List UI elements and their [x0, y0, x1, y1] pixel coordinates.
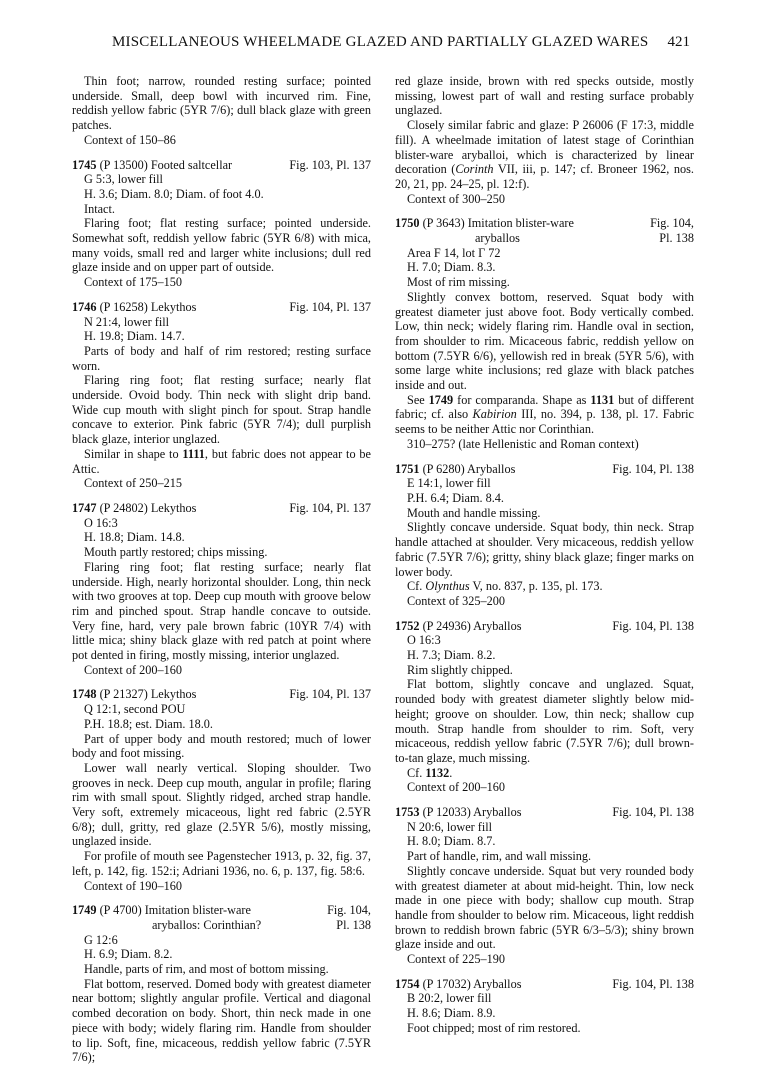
entry-condition: Handle, parts of rim, and most of bottom missing.: [84, 962, 329, 977]
catalogue-entry-1747: [72, 501, 371, 677]
entry-description: Flat bottom, slightly concave and unglazed. Squat, rounded body with greatest diameter slightly below mid-height; groove on shoulder. Low, thin neck; shallow cup mouth. Strap handle from shoulder to rim. Soft, very micaceous, reddish yellow fabric (7.5YR 7/6); dull brown-to-tan glaze, much missing.: [395, 677, 694, 765]
entry-context: Context of 150–86: [84, 132, 176, 147]
entry-heading: [395, 619, 694, 634]
entry-findspot: N 21:4, lower fill: [84, 314, 170, 329]
running-head-title: MISCELLANEOUS WHEELMADE GLAZED AND PARTIALLY GLAZED WARES: [112, 34, 649, 50]
entry-condition: Part of handle, rim, and wall missing.: [407, 849, 592, 864]
entry-condition: Intact.: [84, 201, 115, 216]
entry-dimensions: H. 18.8; Diam. 14.8.: [84, 530, 185, 545]
entry-context: Context of 300–250: [407, 191, 505, 206]
entry-description: Slightly convex bottom, reserved. Squat body with greatest diameter just above foot. Body vertically combed. Low, thin neck; widely flaring rim. Handle oval in section, from shoulder to rim. Micaceous fabric, reddish yellow on bottom (7.5YR 6/6), yellowish red in break (5YR 5/6), with some large white inclusions; red glaze with black patches inside and out.: [395, 289, 694, 393]
entry-number: 1752: [395, 618, 420, 633]
entry-dimensions: P.H. 18.8; est. Diam. 18.0.: [84, 716, 213, 731]
entry-cross-reference: 1111: [182, 446, 205, 461]
entry-heading: [72, 501, 371, 516]
entry-figure-refs: Fig. 104, Pl. 138: [612, 805, 694, 820]
entry-comparanda: Closely similar fabric and glaze: P 26006 (F 17:3, middle fill). A wheelmade imitation of latest stage of Corinthian blister-ware aryballoi, which is characterized by linear decoration (Corinth VII, iii, p. 147; cf. Broneer 1962, nos. 20, 21, pp. 24–25, pl. 12:f).: [395, 118, 694, 191]
entry-condition: Rim slightly chipped.: [407, 662, 513, 677]
entry-number: 1750: [395, 216, 420, 231]
entry-dimensions: H. 3.6; Diam. 8.0; Diam. of foot 4.0.: [84, 186, 264, 201]
entry-title: (P 24802) Lekythos: [99, 500, 197, 515]
running-header: [72, 34, 690, 56]
entry-heading: [395, 977, 694, 992]
entry-title: (P 21327) Lekythos: [99, 687, 197, 702]
catalogue-entry-1746: [72, 300, 371, 491]
entry-figure-refs: Fig. 104,: [650, 216, 694, 231]
entry-condition: Mouth and handle missing.: [407, 505, 541, 520]
right-column: [395, 74, 694, 1036]
entry-findspot: G 5:3, lower fill: [84, 172, 163, 187]
entry-number: 1748: [72, 687, 97, 702]
entry-comparanda: See 1749 for comparanda. Shape as 1131 but of different fabric; cf. also Kabirion III, no. 394, p. 138, pl. 17. Fabric seems to be neither Attic nor Corinthian.: [395, 392, 694, 437]
entry-heading: [395, 805, 694, 820]
left-column: [72, 74, 371, 1065]
entry-title: (P 24936) Aryballos: [422, 618, 522, 633]
entry-citation-title: Corinth: [455, 162, 494, 177]
entry-context: 310–275? (late Hellenistic and Roman context): [407, 436, 639, 451]
entry-title: (P 13500) Footed saltcellar: [99, 157, 233, 172]
entry-context: Context of 200–160: [407, 780, 505, 795]
entry-title: (P 3643) Imitation blister-ware: [422, 216, 574, 231]
entry-description: Slightly concave underside. Squat body, thin neck. Strap handle attached at shoulder. Very micaceous, reddish yellow fabric (7.5YR 7/6); gritty, shiny black glaze; finger marks on lower body.: [395, 520, 694, 579]
catalogue-entry-1753: [395, 805, 694, 967]
entry-continuation: [395, 74, 694, 206]
entry-description: Flaring ring foot; flat resting surface; nearly flat underside. Ovoid body. Thin neck with slight drip band. Wide cup mouth with slight pinch for spout. Strap handle concave to exterior. Pink fabric (5YR 7/4); dull purplish black glaze, interior unglazed.: [72, 373, 371, 447]
entry-title-continued: aryballos: [475, 231, 520, 246]
catalogue-entry-1752: [395, 619, 694, 795]
entry-title: (P 12033) Aryballos: [422, 805, 522, 820]
entry-number: 1753: [395, 805, 420, 820]
entry-condition: Part of upper body and mouth restored; much of lower body and foot missing.: [72, 731, 371, 761]
entry-figure-refs: Fig. 104, Pl. 137: [289, 500, 371, 515]
entry-dimensions: H. 6.9; Diam. 8.2.: [84, 947, 173, 962]
entry-comparanda: Similar in shape to 1111, but fabric does not appear to be Attic.: [72, 446, 371, 476]
entry-figure-refs: Fig. 104, Pl. 138: [612, 618, 694, 633]
entry-number: 1747: [72, 500, 97, 515]
catalogue-entry-1751: [395, 462, 694, 609]
entry-description: Lower wall nearly vertical. Sloping shoulder. Two grooves in neck. Deep cup mouth, angular in profile; flaring rim with small spout. Slightly ridged, arched strap handle. Very soft, extremely micaceous, light red fabric (2.5YR 6/8); dull, gritty, red glaze (2.5YR 5/6), mostly missing, unglazed inside.: [72, 760, 371, 849]
entry-figure-refs: Fig. 104, Pl. 137: [289, 687, 371, 702]
entry-findspot: O 16:3: [84, 515, 118, 530]
entry-cross-reference: 1132: [425, 765, 450, 780]
entry-cross-reference: 1131: [590, 392, 615, 407]
entry-description: Slightly concave underside. Squat but very rounded body with greatest diameter at about mid-height. Thin, low neck made in one piece with body; shallow cup mouth. Strap handle from shoulder to below rim. Micaceous, light reddish brown to reddish brown fabric (5YR 6/3–5/3); shiny brown glaze inside and out.: [395, 863, 694, 952]
entry-condition: Foot chipped; most of rim restored.: [407, 1020, 581, 1035]
entry-title-continued: aryballos: Corinthian?: [152, 917, 262, 932]
entry-continuation: [72, 74, 371, 148]
entry-comparanda: Cf. 1132.: [407, 765, 453, 780]
entry-title: (P 4700) Imitation blister-ware: [99, 903, 251, 918]
entry-number: 1754: [395, 976, 420, 991]
entry-findspot: N 20:6, lower fill: [407, 819, 493, 834]
entry-condition: Mouth partly restored; chips missing.: [84, 545, 268, 560]
entry-title: (P 16258) Lekythos: [99, 299, 197, 314]
entry-number: 1746: [72, 299, 97, 314]
entry-number: 1751: [395, 461, 420, 476]
entry-context: Context of 250–215: [84, 476, 182, 491]
entry-heading: [395, 462, 694, 477]
entry-plate-refs: Pl. 138: [336, 917, 371, 932]
entry-dimensions: H. 8.0; Diam. 8.7.: [407, 834, 496, 849]
entry-description: red glaze inside, brown with red specks outside, mostly missing, lowest part of wall and resting surface probably unglazed.: [395, 74, 694, 118]
entry-dimensions: H. 7.0; Diam. 8.3.: [407, 260, 496, 275]
entry-figure-refs: Fig. 103, Pl. 137: [289, 157, 371, 172]
entry-figure-refs: Fig. 104, Pl. 137: [289, 299, 371, 314]
entry-description: Thin foot; narrow, rounded resting surface; pointed underside. Small, deep bowl with incurved rim. Fine, reddish yellow fabric (5YR 7/6); dull black glaze with green patches.: [72, 74, 371, 133]
entry-heading: [395, 216, 694, 245]
catalogue-entry-1750: [395, 216, 694, 451]
entry-title: (P 17032) Aryballos: [422, 976, 522, 991]
entry-heading: [72, 903, 371, 932]
entry-dimensions: P.H. 6.4; Diam. 8.4.: [407, 490, 504, 505]
entry-comparanda: For profile of mouth see Pagenstecher 1913, p. 32, fig. 37, left, p. 142, fig. 152:i; Adriani 1936, no. 6, p. 137, fig. 58:6.: [72, 849, 371, 878]
entry-context: Context of 190–160: [84, 878, 182, 893]
entry-condition: Parts of body and half of rim restored; resting surface worn.: [72, 343, 371, 373]
entry-dimensions: H. 8.6; Diam. 8.9.: [407, 1006, 496, 1021]
entry-plate-refs: Pl. 138: [659, 231, 694, 246]
entry-findspot: B 20:2, lower fill: [407, 991, 492, 1006]
page-number: 421: [667, 34, 690, 50]
entry-citation-title: Kabirion: [472, 407, 517, 422]
entry-number: 1749: [72, 903, 97, 918]
entry-heading: [72, 300, 371, 315]
entry-description: Flaring foot; flat resting surface; pointed underside. Somewhat soft, reddish yellow fabric (5YR 6/8) with mica, many voids, small red and larger white inclusions; dull red glaze inside and on upper part of outside.: [72, 216, 371, 275]
entry-description: Flaring ring foot; flat resting surface; nearly flat underside. High, nearly horizontal shoulder. Long, thin neck with two grooves at top. Deep cup mouth with groove below rim and pinched spout. Strap handle concave to outside. Very fine, hard, very pale brown fabric (10YR 7/4) with little mica; shiny black glaze with red patch at point where pot dented in firing, mostly missing, interior unglazed.: [72, 559, 371, 663]
entry-heading: [72, 158, 371, 173]
entry-number: 1745: [72, 157, 97, 172]
entry-context: Context of 200–160: [84, 662, 182, 677]
entry-citation-title: Olynthus: [425, 579, 470, 594]
entry-context: Context of 175–150: [84, 275, 182, 290]
entry-description: Flat bottom, reserved. Domed body with greatest diameter near bottom; slightly angular profile. Vertical and diagonal combed decoration on body. Short, thin neck made in one piece with body; widely flaring rim. Handle from shoulder to lip. Soft, fine, micaceous, reddish yellow fabric (7.5YR 7/6);: [72, 976, 371, 1065]
entry-dimensions: H. 19.8; Diam. 14.7.: [84, 329, 185, 344]
entry-title: (P 6280) Aryballos: [422, 461, 516, 476]
entry-context: Context of 225–190: [407, 952, 505, 967]
entry-heading: [72, 687, 371, 702]
catalogue-entry-1754: [395, 977, 694, 1036]
entry-dimensions: H. 7.3; Diam. 8.2.: [407, 648, 496, 663]
catalogue-entry-1749: [72, 903, 371, 1065]
entry-findspot: E 14:1, lower fill: [407, 476, 491, 491]
entry-condition: Most of rim missing.: [407, 275, 510, 290]
entry-figure-refs: Fig. 104, Pl. 138: [612, 461, 694, 476]
entry-comparanda: Cf. Olynthus V, no. 837, p. 135, pl. 173.: [407, 579, 603, 594]
catalogue-entry-1745: [72, 158, 371, 290]
entry-cross-reference: 1749: [428, 392, 454, 407]
entry-findspot: Area F 14, lot Γ 72: [407, 245, 501, 260]
entry-findspot: Q 12:1, second POU: [84, 702, 186, 717]
entry-findspot: G 12:6: [84, 932, 118, 947]
entry-findspot: O 16:3: [407, 633, 441, 648]
entry-figure-refs: Fig. 104,: [327, 903, 371, 918]
catalogue-entry-1748: [72, 687, 371, 893]
entry-figure-refs: Fig. 104, Pl. 138: [612, 976, 694, 991]
entry-context: Context of 325–200: [407, 593, 505, 608]
